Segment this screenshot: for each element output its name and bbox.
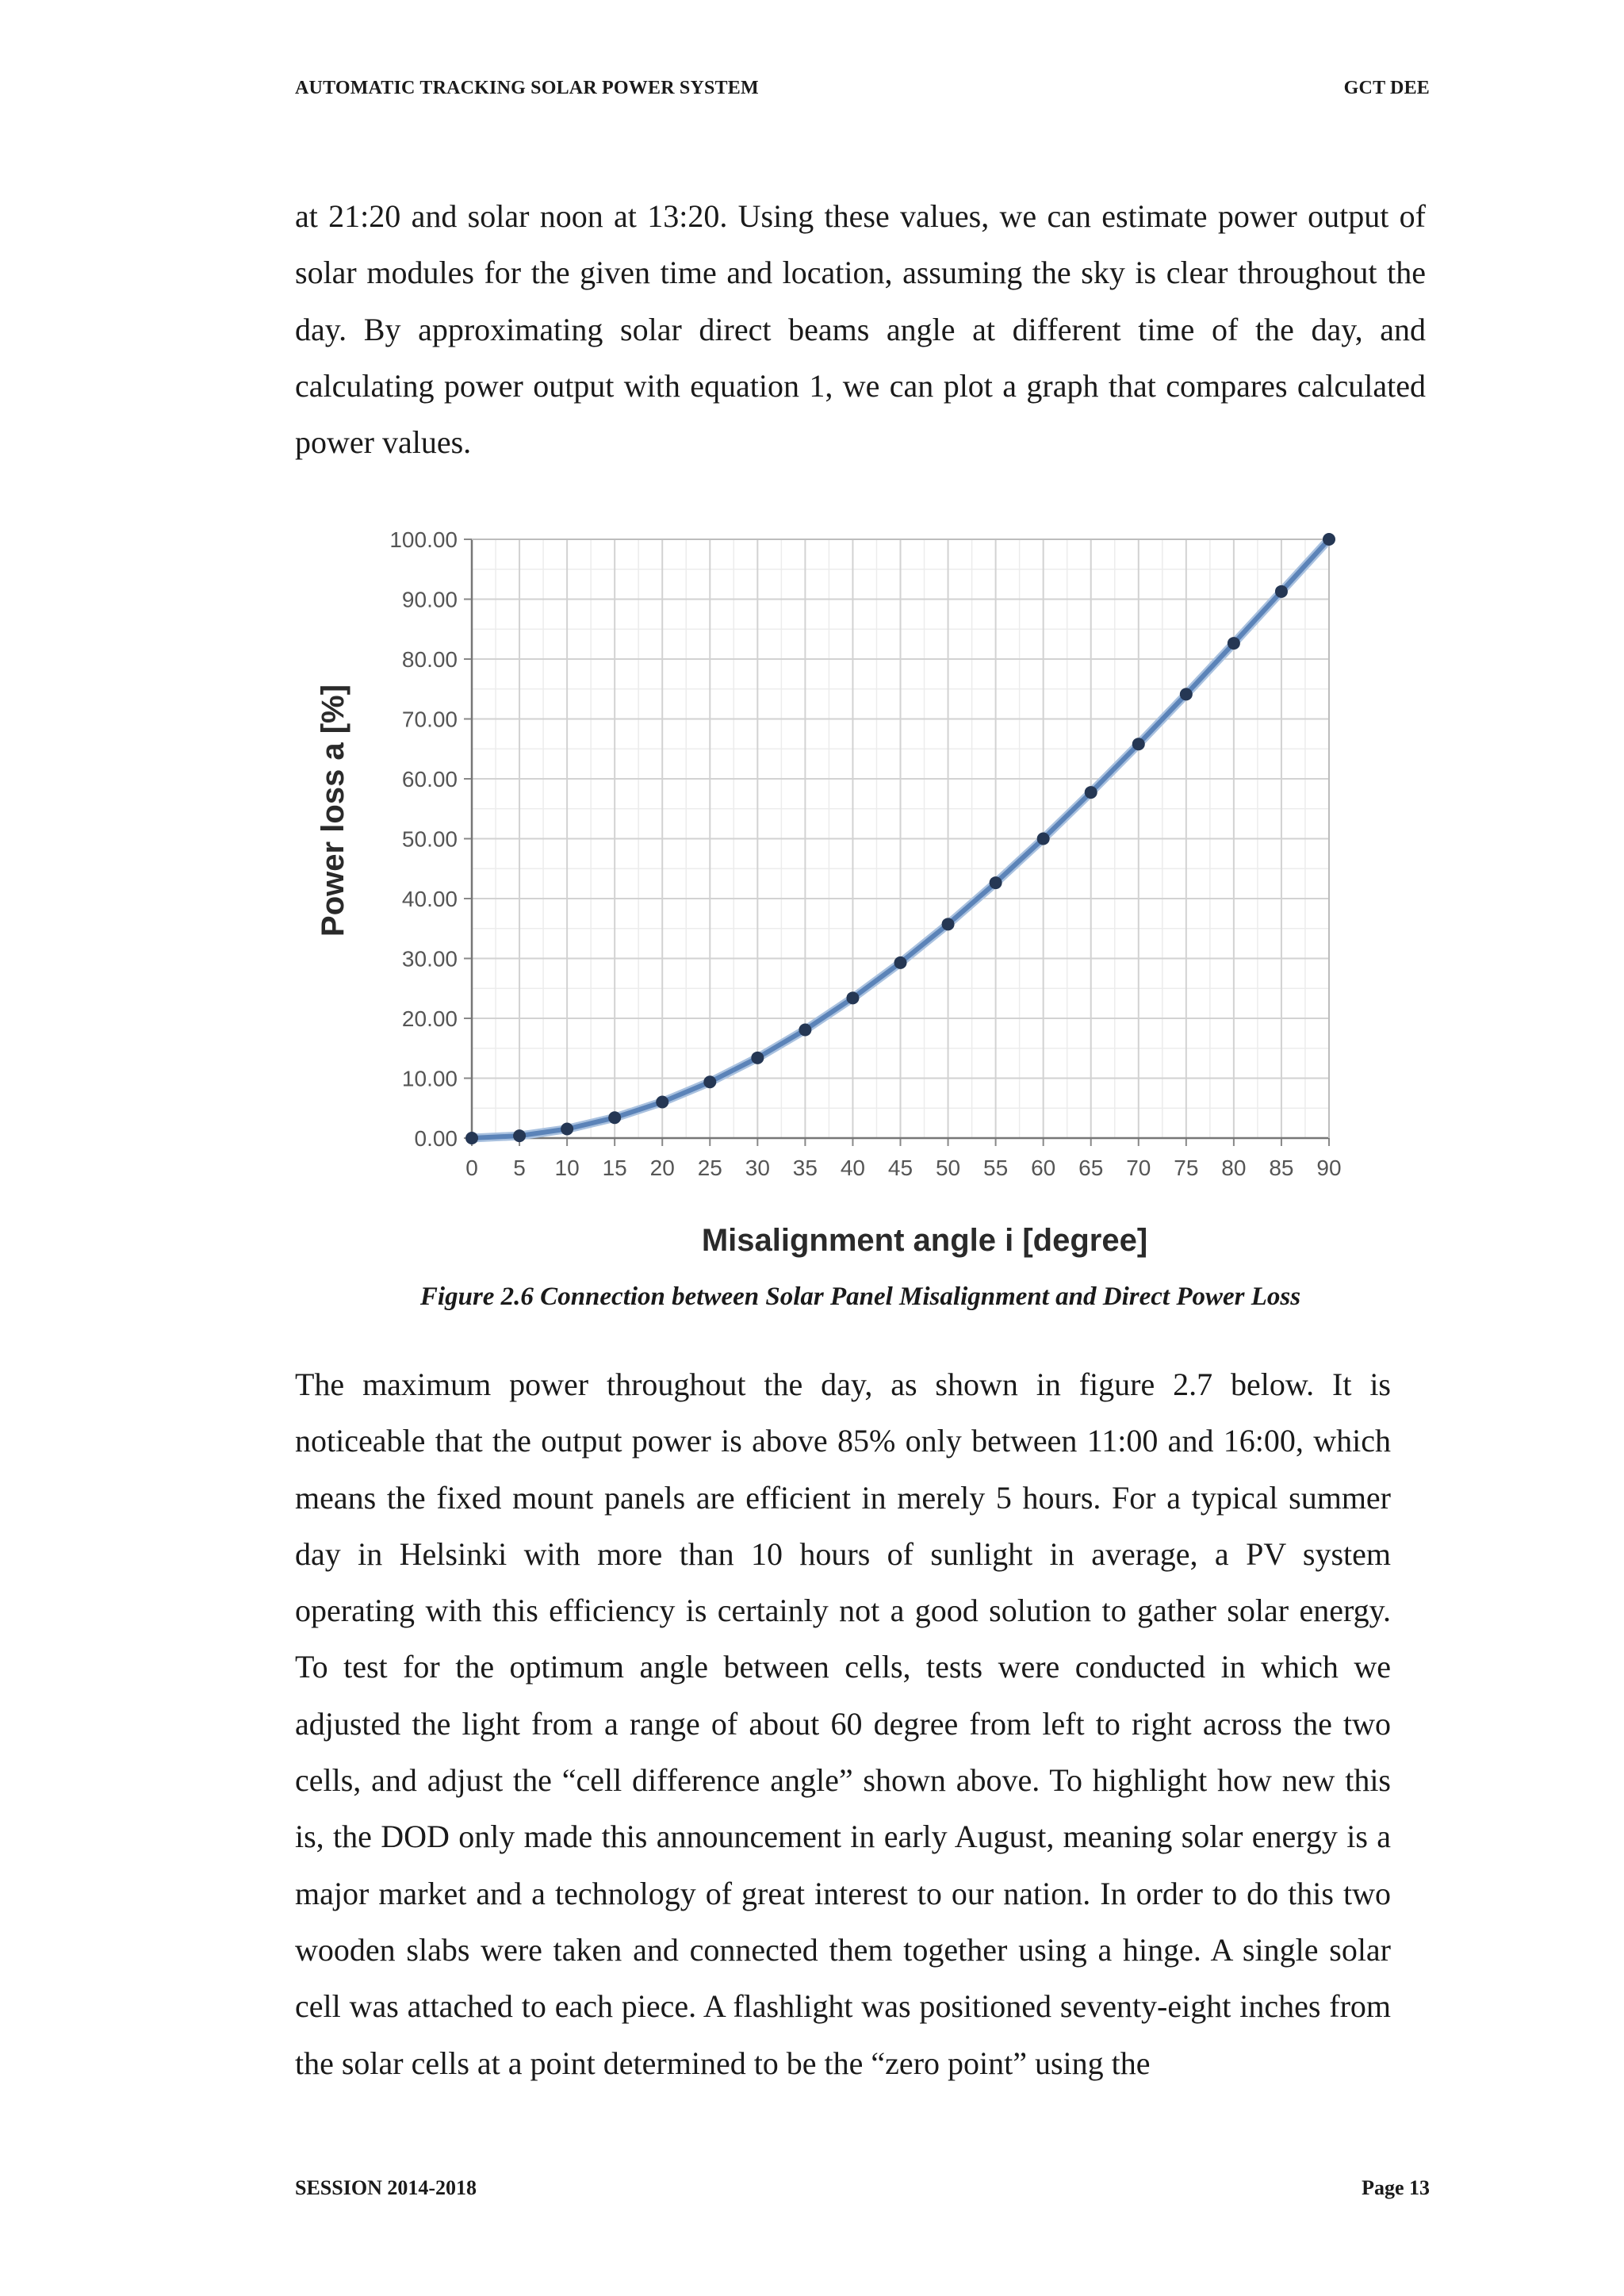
data-point [513, 1129, 526, 1142]
x-tick-label: 30 [745, 1156, 770, 1180]
y-tick-label: 0.00 [414, 1126, 458, 1151]
y-tick-label: 60.00 [401, 767, 458, 792]
x-tick-label: 25 [697, 1156, 722, 1180]
body-paragraph-2: The maximum power throughout the day, as shown in figure 2.7 below. It is noticeable that the output power is above 85% only between 11:00 and 16:00, which means the fixed mount panels are efficient in merely 5 hours. For a typical summer day in Helsinki with more than 10 hours of sunlight in average, a PV system operating with this efficiency is certainly not a good solution to gather solar energy. To test for the optimum angle between cells, tests were conducted in which we adjusted the light from a range of about 60 degree from left to right across the two cells, and adjust the “cell difference angle” shown above. To highlight how new this is, the DOD only made this announcement in early August, meaning solar energy is a major market and a technology of great interest to our nation. In order to do this two wooden slabs were taken and connected them together using a hinge. A single solar cell was attached to each piece. A flashlight was positioned seventy-eight inches from the solar cells at a point determined to be the “zero point” using the [295, 1366, 1391, 2081]
body-paragraph-1: at 21:20 and solar noon at 13:20. Using these values, we can estimate power output of solar modules for the given time and location, assuming the sky is clear throughout the day. By approximating solar direct beams angle at different time of the day, and calculating power output with equation 1, we can plot a graph that compares calculated power values. [295, 198, 1426, 461]
x-tick-label: 75 [1174, 1156, 1199, 1180]
page-header [295, 78, 1430, 106]
header-title: AUTOMATIC TRACKING SOLAR POWER SYSTEM [295, 78, 759, 98]
data-point [942, 918, 955, 930]
x-tick-label: 45 [887, 1156, 914, 1180]
chart-grid [472, 539, 1329, 1138]
data-point [703, 1075, 716, 1088]
data-point [1085, 786, 1097, 799]
y-axis-label: Power loss a [%] [316, 684, 350, 937]
data-point [608, 1111, 621, 1124]
x-tick-label: 10 [554, 1156, 580, 1180]
power-loss-chart [313, 512, 1368, 1281]
x-tick-label: 20 [649, 1156, 675, 1180]
data-point [1180, 688, 1193, 700]
x-axis-label: Misalignment angle i [degree] [701, 1223, 1148, 1258]
x-tick-label: 70 [1126, 1156, 1151, 1180]
footer-session: SESSION 2014-2018 [295, 2176, 477, 2199]
y-tick-label: 20.00 [401, 1006, 458, 1031]
footer-page-number: Page 13 [1362, 2176, 1430, 2199]
data-point [990, 876, 1002, 889]
data-point [561, 1123, 573, 1136]
x-tick-label: 85 [1269, 1156, 1294, 1180]
data-point [799, 1023, 811, 1036]
x-tick-label: 5 [513, 1156, 526, 1180]
y-tick-label: 10.00 [401, 1066, 458, 1091]
y-tick-label: 80.00 [401, 647, 458, 672]
data-point [656, 1095, 668, 1108]
data-point [1132, 738, 1145, 750]
x-tick-label: 15 [602, 1156, 627, 1180]
data-point [846, 991, 859, 1004]
x-tick-label: 65 [1078, 1156, 1104, 1180]
data-point [465, 1132, 478, 1144]
figure-caption: Figure 2.6 Connection between Solar Panel Misalignment and Direct Power Loss [419, 1282, 1301, 1311]
x-tick-label: 50 [935, 1156, 961, 1180]
x-tick-label: 0 [465, 1156, 478, 1180]
x-tick-label: 55 [983, 1156, 1009, 1180]
y-tick-label: 30.00 [401, 946, 458, 972]
x-tick-label: 90 [1316, 1156, 1342, 1180]
x-tick-label: 60 [1031, 1156, 1056, 1180]
y-tick-label: 100.00 [389, 527, 458, 552]
x-tick-label: 80 [1221, 1156, 1247, 1180]
data-point [1228, 637, 1240, 650]
y-tick-label: 70.00 [401, 707, 458, 732]
data-point [1323, 533, 1335, 546]
y-tick-label: 90.00 [401, 587, 458, 612]
y-tick-label: 50.00 [401, 826, 458, 852]
data-point [1037, 833, 1050, 845]
x-tick-label: 40 [840, 1156, 866, 1180]
header-department: GCT DEE [1343, 78, 1430, 98]
page-footer [295, 2176, 1430, 2205]
data-point [894, 956, 907, 969]
data-point [1275, 585, 1288, 598]
y-tick-label: 40.00 [401, 887, 458, 911]
data-point [751, 1052, 764, 1064]
x-tick-label: 35 [792, 1156, 818, 1180]
